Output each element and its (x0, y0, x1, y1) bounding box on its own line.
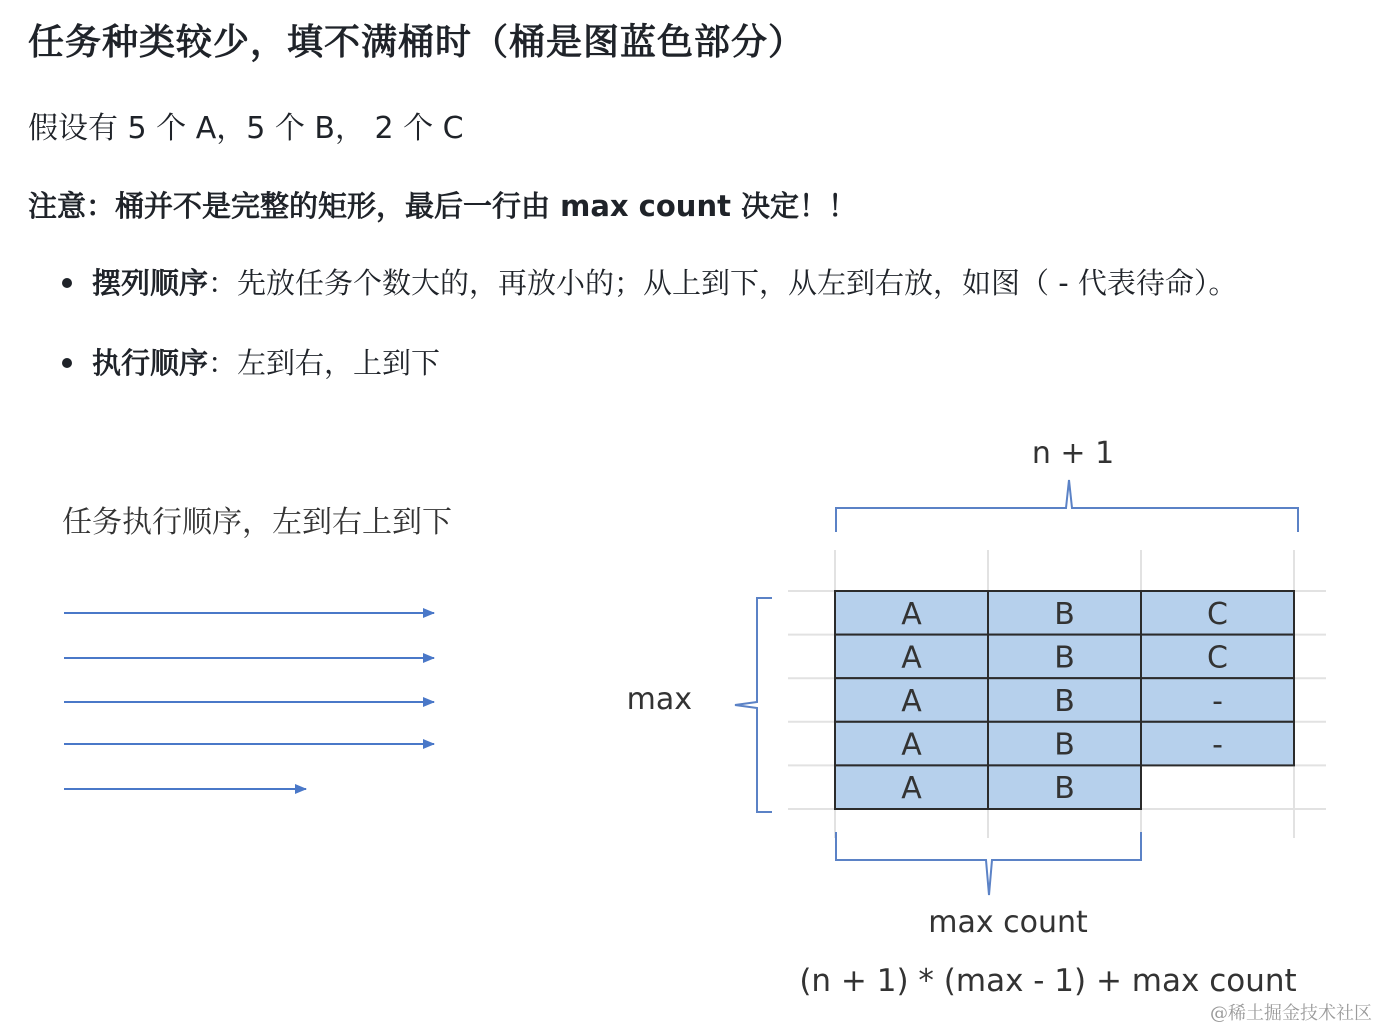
bottom-brace (836, 832, 1141, 895)
cell-label: - (1212, 684, 1223, 719)
cell-label: B (1054, 771, 1075, 807)
top-brace (836, 480, 1298, 532)
execution-arrows (64, 613, 434, 789)
cell-label: B (1054, 727, 1075, 763)
assumption-text: 假设有 5 个 A，5 个 B， 2 个 C (28, 111, 464, 146)
side-brace (735, 598, 772, 812)
side-label: max (626, 682, 692, 717)
bucket-grid (835, 591, 1294, 809)
page-heading: 任务种类较少，填不满桶时（桶是图蓝色部分） (28, 22, 806, 63)
top-label: n + 1 (1031, 436, 1115, 471)
cell-label: A (901, 684, 922, 719)
bullet-text: 左到右，上到下 (237, 346, 441, 380)
left-caption: 任务执行顺序，左到右上到下 (62, 505, 452, 540)
cell-label: A (901, 640, 922, 676)
cell-label: A (901, 727, 922, 763)
bullet-separator: ： (208, 266, 238, 300)
cell-label: C (1207, 596, 1228, 632)
cell-label: C (1207, 640, 1228, 676)
bottom-label: max count (928, 905, 1088, 940)
cell-label: - (1212, 727, 1223, 763)
bullet-label: 摆列顺序 (92, 266, 209, 300)
cell-label: B (1054, 684, 1075, 719)
bullet-text: 先放任务个数大的，再放小的；从上到下，从左到右放，如图（ - 代表待命）。 (237, 266, 1238, 300)
watermark: @稀土掘金技术社区 (1210, 1003, 1372, 1024)
cell-label: B (1054, 640, 1075, 676)
formula: (n + 1) * (max - 1) + max count (799, 963, 1297, 999)
cell-label: A (901, 771, 922, 807)
bullet-label: 执行顺序 (92, 346, 209, 380)
bullet-separator: ： (208, 346, 238, 380)
note-text: 注意：桶并不是完整的矩形，最后一行由 max count 决定！！ (28, 189, 858, 223)
cell-label: A (901, 596, 922, 632)
cell-label: B (1054, 596, 1075, 632)
